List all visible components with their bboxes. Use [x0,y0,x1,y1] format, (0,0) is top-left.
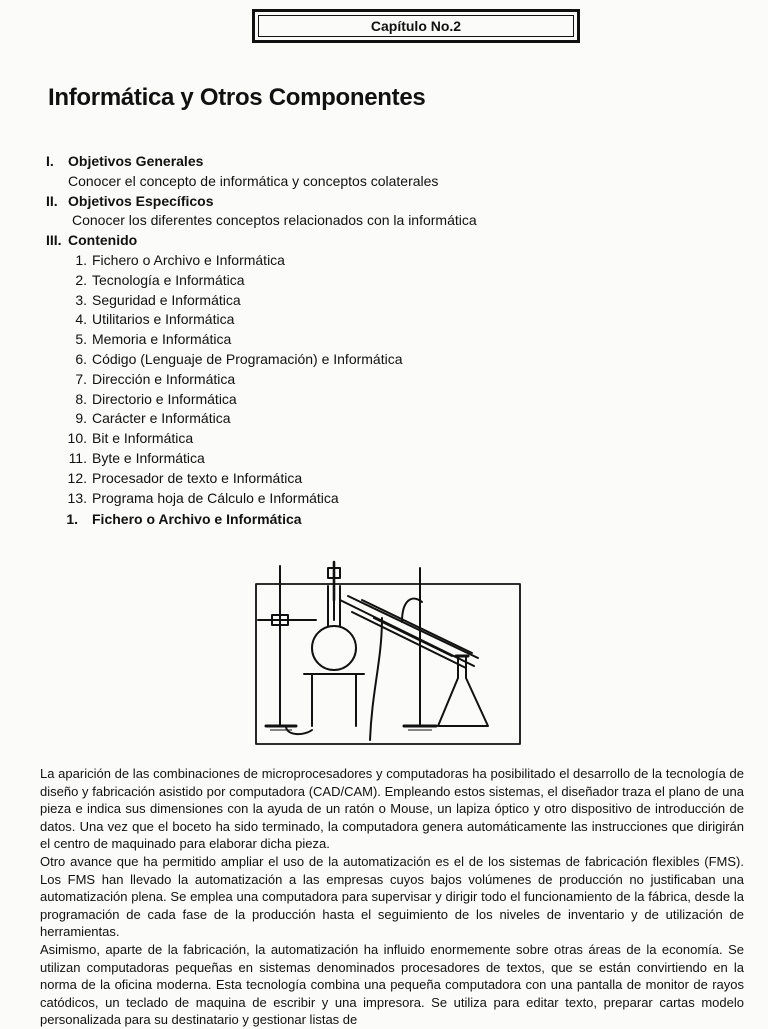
subsection-title: Fichero o Archivo e Informática [92,511,302,528]
content-item-number: 1. [75,251,87,268]
content-item-text: Tecnología e Informática [92,271,245,288]
round-bottom-flask [312,626,356,670]
content-item [46,429,646,449]
content-list [46,251,646,508]
section-number: II. [46,192,58,209]
content-item-number: 10. [67,430,87,447]
content-item-text: Bit e Informática [92,430,194,447]
chapter-outline [46,152,646,530]
distillation-apparatus-illustration [252,560,524,750]
content-item-text: Programa hoja de Cálculo e Informática [92,489,339,506]
content-item-number: 11. [68,449,87,466]
content-item [46,390,646,410]
content-item [46,489,646,509]
content-item-number: 9. [75,410,87,427]
content-item-number: 4. [75,311,87,328]
content-item [46,370,646,390]
section-number: III. [46,232,62,249]
content-item [46,350,646,370]
water-hose-bottom [370,618,382,740]
content-item-number: 7. [75,370,87,387]
content-item [46,291,646,311]
content-item-text: Carácter e Informática [92,410,231,427]
paragraph: Otro avance que ha permitido ampliar el uso de la automatización es el de los sistemas de fabricación flexibles (FMS). Los FMS han llevado la automatización a las empresas cuyos bajos volúmenes de producción no justificaban una automatización plena. Se emplea una computadora para supervisar y dirigir todo el funcionamiento de la fábrica, desde la programación de cada fase de la producción hasta el seguimiento de los niveles de inventario y de utilización de herramientas. [40,853,744,940]
section-title: Contenido [68,232,138,249]
page-title: Informática y Otros Componentes [48,84,426,111]
content-item-text: Fichero o Archivo e Informática [92,251,285,268]
content-item [46,409,646,429]
content-item-text: Seguridad e Informática [92,291,241,308]
section-heading-content [46,231,646,251]
content-item [46,310,646,330]
section-description: Conocer los diferentes conceptos relacionados con la informática [72,212,477,229]
chapter-header [252,9,580,43]
content-item [46,330,646,350]
chapter-label: Capítulo No.2 [258,15,574,37]
content-item-number: 12. [67,469,87,486]
content-item-number: 2. [75,271,87,288]
content-item-number: 3. [75,291,87,308]
subsection-heading [46,510,646,530]
content-item-number: 5. [75,331,87,348]
content-item-text: Memoria e Informática [92,331,232,348]
content-item [46,469,646,489]
section-description: Conocer el concepto de informática y conceptos colaterales [68,172,439,189]
section-heading-general [46,152,646,172]
content-item-text: Byte e Informática [92,449,205,466]
section-title: Objetivos Específicos [68,192,214,209]
content-item-text: Utilitarios e Informática [92,311,235,328]
content-item-number: 13. [67,489,87,506]
content-item-text: Procesador de texto e Informática [92,469,303,486]
content-item [46,271,646,291]
section-title: Objetivos Generales [68,153,204,169]
section-number: I. [46,153,54,169]
subsection-number: 1. [66,511,78,528]
paragraph: Asimismo, aparte de la fabricación, la automatización ha influido enormemente sobre otras áreas de la economía. Se utilizan computadoras pequeñas en sistemas denominados procesadores de textos, que se están convirtiendo en la norma de la oficina moderna. Esta tecnología combina una pequeña computadora con una pantalla de monitor de rayos catódicos, un teclado de maquina de escribir y una impresora. Se utiliza para editar texto, preparar cartas modelo personalizada para su destinatario y gestionar listas de [40,941,744,1028]
section-heading-specific [46,192,646,212]
content-item [46,449,646,469]
content-item-number: 6. [75,350,87,367]
content-item-text: Dirección e Informática [92,370,236,387]
illustration-frame [256,584,520,744]
content-item [46,251,646,271]
content-item-number: 8. [75,390,87,407]
paragraph: La aparición de las combinaciones de microprocesadores y computadoras ha posibilitado el desarrollo de la tecnología de diseño y fabricación asistido por computadora (CAD/CAM). Empleando estos sistemas, el diseñador traza el plano de una pieza e indica sus dimensiones con la ayuda de un ratón o Mouse, un lapiza óptico y otro dispositivo de introducción de datos. Una vez que el boceto ha sido terminado, la computadora genera automáticamente las instrucciones que dirigirán el centro de maquinado para elaborar dicha pieza. [40,766,744,852]
content-item-text: Código (Lenguaje de Programación) e Informática [92,350,403,367]
content-item-text: Directorio e Informática [92,390,237,407]
body-text [40,765,744,1029]
